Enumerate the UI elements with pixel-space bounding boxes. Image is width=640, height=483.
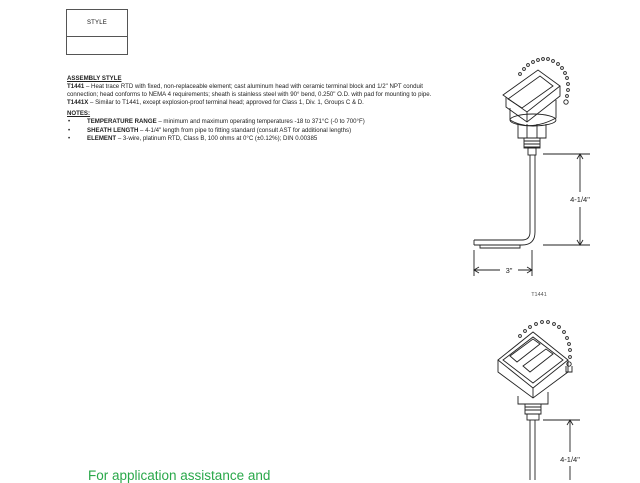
note-text: – minimum and maximum operating temperatures -18 to 371°C (-0 to 700°F): [156, 118, 365, 126]
note-text: – 4-1/4" length from pipe to fitting standard (consult AST for additional lengths): [138, 126, 352, 134]
style-box-label: STYLE: [67, 10, 127, 37]
drawing-caption: T1441: [531, 292, 547, 298]
application-assistance-note: For application assistance and: [88, 468, 271, 483]
sheath: [530, 420, 535, 480]
explosion-proof-head: [498, 332, 568, 420]
dimension-horizontal: [474, 250, 532, 276]
bullet: •: [68, 126, 71, 134]
note-text: – 3-wire, platinum RTD, Class B, 100 ohms at 0°C (±0.12%); DIN 0.00385: [116, 134, 318, 142]
note-label: ELEMENT: [87, 134, 117, 142]
assembly-text: – Similar to T1441, except explosion-proof terminal head; approved for Class 1, Div. 1, Groups C & D.: [88, 99, 364, 107]
dimension-vertical: [543, 420, 580, 480]
notes-heading: NOTES:: [67, 110, 91, 118]
assembly-style-heading: ASSEMBLY STYLE: [67, 75, 122, 82]
rtd-assembly-drawing-top: [474, 58, 590, 276]
note-label: TEMPERATURE RANGE: [87, 118, 157, 126]
sheath: [474, 155, 535, 248]
dimension-label-vertical-bottom: 4-1/4": [560, 455, 580, 464]
terminal-head: [503, 70, 560, 155]
dimension-label-horizontal-top: 3": [505, 266, 513, 275]
dimension-label-vertical-top: 4-1/4": [570, 195, 590, 204]
bullet: •: [68, 134, 71, 142]
chain-icon: [519, 58, 570, 105]
assembly-code: T1441X: [67, 99, 89, 107]
assembly-text: – Heat trace RTD with fixed, non-replaceable element; cast aluminum head with ceramic terminal block and 1/2" NPT conduit connection; head conforms to NEMA 4 requirements; sheath is stainless steel with 90° bend, 0.250" O.D. with pad for mounting to pipe.: [67, 83, 432, 99]
assembly-code: T1441: [67, 83, 85, 91]
bullet: •: [68, 118, 71, 126]
note-label: SHEATH LENGTH: [87, 126, 139, 134]
